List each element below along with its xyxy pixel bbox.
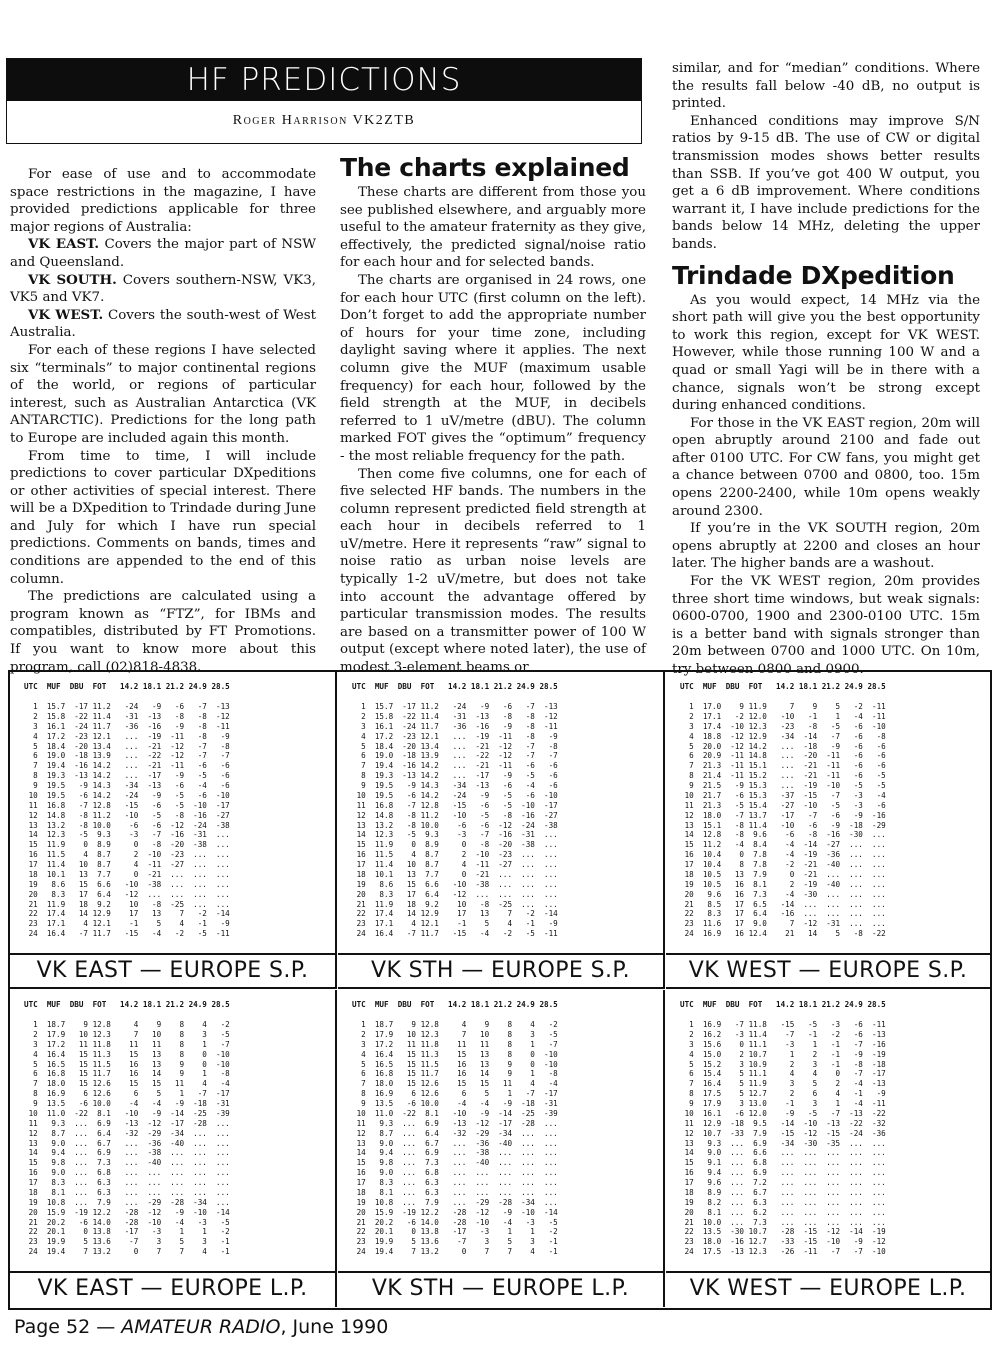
table-row: 8 16.9 6 12.6 6 5 1 -7 -17	[24, 1089, 230, 1099]
table-row: 15 9.1 ... 6.8 ... ... ... ... ...	[680, 1158, 886, 1168]
table-header: UTC MUF DBU FOT 14.2 18.1 21.2 24.9 28.5	[352, 682, 558, 691]
table-row: 15 9.8 ... 7.3 ... -40 ... ... ...	[24, 1158, 230, 1168]
table-row: 6 16.8 15 11.7 16 14 9 1 -8	[24, 1069, 230, 1079]
charts-explained-column	[340, 152, 646, 677]
region-south	[10, 272, 316, 307]
table-row: 22 17.4 14 12.9 17 13 7 -2 -14	[352, 909, 558, 919]
trindade-paragraph-1: As you would expect, 14 MHz via the short path will give you the best opportunity to work this region, except for VK WEST. However, while those running 100 W and a quad or small Yagi will be in there with a chance, signals won’t be strong except during enhanced conditions.	[672, 292, 980, 414]
table-row: 14 12.3 -5 9.3 -3 -7 -16 -31 ...	[24, 830, 230, 840]
page-footer	[14, 1316, 388, 1338]
table-row: 6 20.9 -11 14.8 ... -20 -11 -6 -6	[680, 751, 886, 761]
table-row: 21 11.9 18 9.2 10 -8 -25 ... ...	[352, 899, 558, 909]
table-row: 2 15.8 -22 11.4 -31 -13 -8 -8 -12	[24, 711, 230, 721]
table-body	[666, 990, 990, 1273]
table-row: 15 11.9 0 8.9 0 -8 -20 -38 ...	[352, 840, 558, 850]
table-body	[338, 672, 663, 955]
table-row: 19 10.5 16 8.1 2 -19 -40 ... ...	[680, 879, 886, 889]
table-row: 17 8.3 ... 6.3 ... ... ... ... ...	[352, 1178, 558, 1187]
header-banner	[6, 58, 642, 144]
table-row: 12 8.7 ... 6.4 -32 -29 -34 ... ...	[352, 1128, 558, 1138]
table-label: VK EAST — EUROPE S.P.	[36, 957, 309, 983]
table-row: 20 8.3 17 6.4 -12 ... ... ... ...	[24, 889, 230, 899]
table-row: 7 18.0 15 12.6 15 15 11 4 -4	[352, 1079, 558, 1089]
section-title: HF PREDICTIONS	[7, 59, 641, 101]
table-row: 8 17.5 5 12.7 2 6 4 -1 -9	[680, 1089, 886, 1099]
table-label: VK STH — EUROPE S.P.	[371, 957, 630, 983]
table-row: 22 17.4 14 12.9 17 13 7 -2 -14	[24, 909, 230, 919]
table-row: 5 16.5 15 11.5 16 13 9 0 -10	[24, 1059, 230, 1069]
table-row: 1 16.9 -7 11.8 -15 -5 -3 -6 -11	[680, 1020, 886, 1029]
table-row: 13 9.0 ... 6.7 ... -36 -40 ... ...	[24, 1138, 230, 1148]
table-row: 3 17.2 11 11.8 11 11 8 1 -7	[24, 1039, 230, 1049]
table-row: 8 21.4 -11 15.2 ... -21 -11 -6 -5	[680, 771, 886, 781]
table-row: 21 8.5 17 6.5 -14 ... ... ... ...	[680, 899, 886, 909]
region-west-label: VK WEST.	[28, 306, 104, 323]
table-row: 4 16.4 15 11.3 15 13 8 0 -10	[352, 1049, 558, 1059]
table-row: 10 16.1 -6 12.0 -9 -5 -7 -13 -22	[680, 1108, 886, 1118]
table-row: 7 16.4 5 11.9 3 5 2 -4 -13	[680, 1079, 886, 1089]
table-row: 16 9.0 ... 6.8 ... ... ... ... ...	[352, 1168, 558, 1178]
table-row: 7 19.4 -16 14.2 ... -21 -11 -6 -6	[24, 761, 230, 771]
table-row: 19 10.8 ... 7.9 ... -29 -28 -34 ...	[24, 1197, 230, 1207]
table-row: 13 13.2 -8 10.0 -6 -6 -12 -24 -38	[24, 820, 230, 830]
table-row: 6 19.0 -18 13.9 ... -22 -12 -7 -7	[24, 751, 230, 761]
table-row: 21 20.2 -6 14.0 -28 -10 -4 -3 -5	[24, 1217, 230, 1227]
charts-paragraph-1: These charts are different from those you see published elsewhere, and arguably more useful to the amateur fraternity as they give, effectively, the predicted signal/noise ratio for each hour and for selected bands.	[340, 185, 646, 271]
table-row: 4 18.8 -12 12.9 -34 -14 -7 -6 -8	[680, 731, 886, 741]
table-row: 24 16.4 -7 11.7 -15 -4 -2 -5 -11	[24, 929, 230, 939]
table-row: 11 9.3 ... 6.9 -13 -12 -17 -28 ...	[24, 1118, 230, 1128]
table-row: 11 9.3 ... 6.9 -13 -12 -17 -28 ...	[352, 1118, 558, 1128]
table-body	[10, 990, 335, 1273]
table-row: 18 10.1 13 7.7 0 -21 ... ... ...	[352, 869, 558, 879]
table-row: 1 15.7 -17 11.2 -24 -9 -6 -7 -13	[352, 702, 558, 711]
table-row: 4 16.4 15 11.3 15 13 8 0 -10	[24, 1049, 230, 1059]
table-row: 11 16.8 -7 12.8 -15 -6 -5 -10 -17	[24, 800, 230, 810]
region-south-text: Covers southern-NSW, VK3, VK5 and VK7.	[10, 272, 316, 306]
table-row: 1 18.7 9 12.8 4 9 8 4 -2	[352, 1020, 558, 1029]
table-row: 22 13.5 -30 10.7 -28 -15 -12 -14 -19	[680, 1227, 886, 1237]
table-row: 9 19.5 -9 14.3 -34 -13 -6 -4 -6	[24, 781, 230, 790]
table-body	[666, 672, 990, 955]
table-row: 10 11.0 -22 8.1 -10 -9 -14 -25 -39	[24, 1108, 230, 1118]
table-row: 22 20.1 0 13.8 -17 -3 1 1 -2	[24, 1227, 230, 1237]
table-row: 13 9.0 ... 6.7 ... -36 -40 ... ...	[352, 1138, 558, 1148]
table-row: 10 19.5 -6 14.2 -24 -9 -5 -6 -10	[352, 790, 558, 800]
table-row: 23 19.9 5 13.6 -7 3 5 3 -1	[352, 1237, 558, 1247]
region-east-text: Covers the major part of NSW and Queensland.	[10, 237, 317, 270]
table-row: 3 17.4 -10 12.3 -23 -8 -5 -6 -10	[680, 721, 886, 731]
table-row: 7 21.3 -11 15.1 ... -21 -11 -6 -6	[680, 761, 886, 771]
charts-paragraph-3: Then come five columns, one for each of five selected HF bands. The numbers in the column represent predicted field strength at each hour in decibels referred to 1 uV/metre. Here it represents “raw” signal to noise ratio as urban noise levels are typically 1-2 uV/metre, but does not take into account the advantage offered by particular transmission modes. The results are based on a transmitter power of 100 W output (except where noted later), the use of modest 3-element beams or	[340, 466, 646, 676]
table-vk-east-sp	[10, 672, 337, 989]
trindade-heading: Trindade DXpedition	[672, 260, 955, 290]
table-row: 4 17.2 -23 12.1 ... -19 -11 -8 -9	[24, 731, 230, 741]
table-row: 3 16.1 -24 11.7 -36 -16 -9 -8 -11	[352, 721, 558, 731]
prediction-tables	[8, 670, 992, 1310]
table-row: 23 17.1 4 12.1 -1 5 4 -1 -9	[24, 919, 230, 929]
table-row: 16 10.4 0 7.8 -4 -19 -36 ... ...	[680, 850, 886, 860]
table-row: 5 18.4 -20 13.4 ... -21 -12 -7 -8	[24, 741, 230, 751]
trindade-paragraph-4: For the VK WEST region, 20m provides three short time windows, but weak signals: 0600-0700, 1900 and 2300-0100 UTC. 15m is a better band with signals stronger than 20m between 0700 and 1000 UTC. On 10m, try between 0800 and 0900.	[672, 574, 980, 677]
region-east-label: VK EAST.	[28, 236, 100, 253]
table-rows	[352, 702, 558, 939]
table-row: 12 18.0 -7 13.7 -17 -7 -6 -9 -16	[680, 810, 886, 820]
table-row: 12 10.7 -33 7.9 -15 -12 -15 -24 -36	[680, 1128, 886, 1138]
table-row: 17 10.4 8 7.8 -2 -21 -40 ... ...	[680, 860, 886, 869]
table-row: 16 11.5 4 8.7 2 -10 -23 ... ...	[352, 850, 558, 860]
table-row: 21 20.2 -6 14.0 -28 -10 -4 -3 -5	[352, 1217, 558, 1227]
footer-magazine: AMATEUR RADIO	[121, 1316, 281, 1338]
table-row: 9 19.5 -9 14.3 -34 -13 -6 -4 -6	[352, 781, 558, 790]
table-row: 15 11.9 0 8.9 0 -8 -20 -38 ...	[24, 840, 230, 850]
table-row: 1 15.7 -17 11.2 -24 -9 -6 -7 -13	[24, 702, 230, 711]
table-row: 3 17.2 11 11.8 11 11 8 1 -7	[352, 1039, 558, 1049]
table-row: 11 16.8 -7 12.8 -15 -6 -5 -10 -17	[352, 800, 558, 810]
table-header: UTC MUF DBU FOT 14.2 18.1 21.2 24.9 28.5	[680, 682, 886, 691]
table-row: 13 15.1 -8 11.4 -10 -6 -9 -18 -29	[680, 820, 886, 830]
table-row: 2 15.8 -22 11.4 -31 -13 -8 -8 -12	[352, 711, 558, 721]
table-row: 2 16.2 -3 11.4 -7 -1 -2 -6 -13	[680, 1029, 886, 1039]
table-row: 4 17.2 -23 12.1 ... -19 -11 -8 -9	[352, 731, 558, 741]
table-row: 8 16.9 6 12.6 6 5 1 -7 -17	[352, 1089, 558, 1099]
region-south-label: VK SOUTH.	[28, 271, 117, 288]
table-row: 3 16.1 -24 11.7 -36 -16 -9 -8 -11	[24, 721, 230, 731]
table-row: 20 9.6 16 7.3 -4 -30 ... ... ...	[680, 889, 886, 899]
table-header: UTC MUF DBU FOT 14.2 18.1 21.2 24.9 28.5	[680, 1000, 886, 1009]
table-rows	[24, 702, 230, 939]
table-row: 5 18.4 -20 13.4 ... -21 -12 -7 -8	[352, 741, 558, 751]
table-row: 20 8.3 17 6.4 -12 ... ... ... ...	[352, 889, 558, 899]
footer-date: , June 1990	[280, 1316, 389, 1338]
table-row: 9 21.5 -9 15.3 ... -19 -10 -5 -5	[680, 781, 886, 790]
charts-paragraph-2: The charts are organised in 24 rows, one for each hour UTC (first column on the left). Don’t forget to add the appropriate number of hours for your time zone, including daylight saving where it applies. The next column give the MUF (maximum usable frequency) for each hour, followed by the field strength at the MUF, in decibels referred to 1 uV/metre (dBU). The column marked FOT gives the “optimum” frequency - the most reliable frequency for the path.	[340, 272, 646, 464]
table-header: UTC MUF DBU FOT 14.2 18.1 21.2 24.9 28.5	[24, 1000, 230, 1009]
table-row: 13 9.3 ... 6.9 -34 -30 -35 ... ...	[680, 1138, 886, 1148]
table-row: 20 8.1 ... 6.2 ... ... ... ... ...	[680, 1207, 886, 1217]
table-rows	[680, 702, 886, 939]
table-row: 18 10.5 13 7.9 0 -21 ... ... ...	[680, 869, 886, 879]
trindade-paragraph-3: If you’re in the VK SOUTH region, 20m opens abruptly at 2200 and closes an hour later. The higher bands are a washout.	[672, 521, 980, 572]
table-row: 19 8.6 15 6.6 -10 -38 ... ... ...	[352, 879, 558, 889]
dxpedition-paragraph: From time to time, I will include predictions to cover particular DXpeditions or other activities of special interest. There will be a DXpedition to Trindade during June and July for which I have run special predictions. Comments on bands, times and conditions are appended to the end of this column.	[10, 448, 316, 587]
table-row: 12 14.8 -8 11.2 -10 -5 -8 -16 -27	[24, 810, 230, 820]
table-row: 9 13.5 -6 10.0 -4 -4 -9 -18 -31	[352, 1099, 558, 1108]
table-row: 2 17.9 10 12.3 7 10 8 3 -5	[24, 1029, 230, 1039]
table-row: 1 18.7 9 12.8 4 9 8 4 -2	[24, 1020, 230, 1029]
table-row: 16 11.5 4 8.7 2 -10 -23 ... ...	[24, 850, 230, 860]
trindade-paragraph-2: For those in the VK EAST region, 20m will open abruptly around 2100 and fade out after 0100 UTC. For CW fans, you might get a chance between 0700 and 0800, too. 15m opens 2200-2400, while 10m opens weakly around 2300.	[672, 415, 980, 519]
table-row: 13 13.2 -8 10.0 -6 -6 -12 -24 -38	[352, 820, 558, 830]
table-row: 23 11.6 17 9.0 7 -12 -31 ... ...	[680, 919, 886, 929]
table-rows	[352, 1020, 558, 1257]
charts-explained-heading: The charts explained	[340, 153, 630, 182]
footer-page: Page 52 —	[14, 1316, 122, 1338]
table-header: UTC MUF DBU FOT 14.2 18.1 21.2 24.9 28.5	[24, 682, 230, 691]
table-row: 10 11.0 -22 8.1 -10 -9 -14 -25 -39	[352, 1108, 558, 1118]
table-row: 23 18.0 -16 12.7 -33 -15 -10 -9 -12	[680, 1237, 886, 1247]
table-vk-west-lp	[666, 990, 990, 1307]
table-row: 17 11.4 10 8.7 4 -11 -27 ... ...	[352, 860, 558, 869]
table-row: 5 15.2 3 10.9 2 3 -1 -8 -18	[680, 1059, 886, 1069]
table-row: 14 12.8 -8 9.6 -6 -8 -16 -30 ...	[680, 830, 886, 840]
region-east	[10, 236, 316, 271]
region-west	[10, 307, 316, 342]
table-row: 19 8.2 ... 6.3 ... ... ... ... ...	[680, 1197, 886, 1207]
program-paragraph: The predictions are calculated using a program known as “FTZ”, for IBMs and compatibles, distributed by FT Promotions. If you want to know more about this program, call (02)818-4838.	[10, 589, 316, 675]
table-row: 1 17.0 9 11.9 7 9 5 -2 -11	[680, 702, 886, 711]
table-row: 19 8.6 15 6.6 -10 -38 ... ... ...	[24, 879, 230, 889]
table-rows	[24, 1020, 230, 1257]
table-row: 10 21.7 -6 15.3 -37 -15 -7 -3 -4	[680, 790, 886, 800]
table-row: 14 9.4 ... 6.9 ... -38 ... ... ...	[24, 1148, 230, 1158]
table-label: VK WEST — EUROPE L.P.	[689, 1275, 967, 1301]
intro-paragraph: For ease of use and to accommodate space restrictions in the magazine, I have provided predictions applicable for three major regions of Australia:	[10, 167, 316, 235]
table-row: 20 15.9 -19 12.2 -28 -12 -9 -10 -14	[24, 1207, 230, 1217]
intro-column	[10, 166, 316, 676]
table-row: 23 17.1 4 12.1 -1 5 4 -1 -9	[352, 919, 558, 929]
table-row: 11 21.3 -5 15.4 -27 -10 -5 -3 -6	[680, 800, 886, 810]
table-row: 14 12.3 -5 9.3 -3 -7 -16 -31 ...	[352, 830, 558, 840]
table-row: 18 8.1 ... 6.3 ... ... ... ... ...	[352, 1187, 558, 1197]
table-row: 7 19.4 -16 14.2 ... -21 -11 -6 -6	[352, 761, 558, 771]
table-row: 21 10.0 ... 7.3 ... ... ... ... ...	[680, 1217, 886, 1227]
table-row: 10 19.5 -6 14.2 -24 -9 -5 -6 -10	[24, 790, 230, 800]
table-row: 8 19.3 -13 14.2 ... -17 -9 -5 -6	[24, 771, 230, 781]
table-row: 9 17.9 3 13.0 -1 3 1 -4 -11	[680, 1099, 886, 1108]
table-row: 6 15.4 5 11.1 4 4 0 -7 -17	[680, 1069, 886, 1079]
table-row: 6 16.8 15 11.7 16 14 9 1 -8	[352, 1069, 558, 1079]
table-row: 16 9.0 ... 6.8 ... ... ... ... ...	[24, 1168, 230, 1178]
table-vk-sth-sp	[338, 672, 665, 989]
table-rows	[680, 1020, 886, 1257]
continued-paragraph: similar, and for “median” conditions. Where the results fall below -40 dB, no output is printed.	[672, 61, 980, 112]
table-row: 17 11.4 10 8.7 4 -11 -27 ... ...	[24, 860, 230, 869]
table-row: 2 17.9 10 12.3 7 10 8 3 -5	[352, 1029, 558, 1039]
table-row: 18 10.1 13 7.7 0 -21 ... ... ...	[24, 869, 230, 879]
table-row: 8 19.3 -13 14.2 ... -17 -9 -5 -6	[352, 771, 558, 781]
table-row: 17 9.6 ... 7.2 ... ... ... ... ...	[680, 1178, 886, 1187]
table-row: 9 13.5 -6 10.0 -4 -4 -9 -18 -31	[24, 1099, 230, 1108]
table-row: 2 17.1 -2 12.0 -10 -1 1 -4 -11	[680, 711, 886, 721]
table-row: 23 19.9 5 13.6 -7 3 5 3 -1	[24, 1237, 230, 1247]
table-row: 11 12.9 -18 9.5 -14 -10 -13 -22 -32	[680, 1118, 886, 1128]
table-row: 22 20.1 0 13.8 -17 -3 1 1 -2	[352, 1227, 558, 1237]
table-body	[338, 990, 663, 1273]
table-header: UTC MUF DBU FOT 14.2 18.1 21.2 24.9 28.5	[352, 1000, 558, 1009]
terminals-paragraph: For each of these regions I have selected six “terminals” to major continental regions of the world, or regions of particular interest, such as Australian Antarctica (VK ANTARCTIC). Predictions for the long path to Europe are included again this month.	[10, 342, 316, 446]
table-row: 24 19.4 7 13.2 0 7 7 4 -1	[24, 1247, 230, 1257]
table-label: VK STH — EUROPE L.P.	[371, 1275, 630, 1301]
trindade-column	[672, 60, 980, 679]
table-row: 20 15.9 -19 12.2 -28 -12 -9 -10 -14	[352, 1207, 558, 1217]
table-row: 14 9.4 ... 6.9 ... -38 ... ... ...	[352, 1148, 558, 1158]
table-row: 12 8.7 ... 6.4 -32 -29 -34 ... ...	[24, 1128, 230, 1138]
table-row: 5 16.5 15 11.5 16 13 9 0 -10	[352, 1059, 558, 1069]
table-row: 24 17.5 -13 12.3 -26 -11 -7 -7 -10	[680, 1247, 886, 1257]
table-label: VK EAST — EUROPE L.P.	[37, 1275, 308, 1301]
enhanced-paragraph: Enhanced conditions may improve S/N ratios by 9-15 dB. The use of CW or digital transmission modes shows better results than SSB. If you’ve got 400 W output, you get a 6 dB improvement. Where conditions warrant it, I have include predictions for the bands below 14 MHz, deleting the upper bands.	[672, 113, 980, 252]
table-row: 14 9.0 ... 6.6 ... ... ... ... ...	[680, 1148, 886, 1158]
table-row: 16 9.4 ... 6.9 ... ... ... ... ...	[680, 1168, 886, 1178]
table-row: 15 9.8 ... 7.3 ... -40 ... ... ...	[352, 1158, 558, 1168]
author-byline: Roger Harrison VK2ZTB	[232, 113, 416, 128]
table-row: 19 10.8 ... 7.9 ... -29 -28 -34 ...	[352, 1197, 558, 1207]
table-row: 17 8.3 ... 6.3 ... ... ... ... ...	[24, 1178, 230, 1187]
table-row: 18 8.1 ... 6.3 ... ... ... ... ...	[24, 1187, 230, 1197]
table-row: 15 11.2 -4 8.4 -4 -14 -27 ... ...	[680, 840, 886, 850]
table-row: 22 8.3 17 6.4 -16 ... ... ... ...	[680, 909, 886, 919]
table-row: 24 16.4 -7 11.7 -15 -4 -2 -5 -11	[352, 929, 558, 939]
table-body	[10, 672, 335, 955]
table-row: 4 15.0 2 10.7 1 2 -1 -9 -19	[680, 1049, 886, 1059]
table-row: 21 11.9 18 9.2 10 -8 -25 ... ...	[24, 899, 230, 909]
table-vk-east-lp	[10, 990, 337, 1307]
table-vk-sth-lp	[338, 990, 665, 1307]
table-row: 7 18.0 15 12.6 15 15 11 4 -4	[24, 1079, 230, 1089]
table-row: 12 14.8 -8 11.2 -10 -5 -8 -16 -27	[352, 810, 558, 820]
region-west-text: Covers the south-west of West Australia.	[10, 307, 316, 341]
table-vk-west-sp	[666, 672, 990, 989]
table-row: 3 15.6 0 11.1 -3 1 -1 -7 -16	[680, 1039, 886, 1049]
table-row: 18 8.9 ... 6.7 ... ... ... ... ...	[680, 1187, 886, 1197]
table-row: 24 19.4 7 13.2 0 7 7 4 -1	[352, 1247, 558, 1257]
table-row: 24 16.9 16 12.4 21 14 5 -8 -22	[680, 929, 886, 939]
table-row: 6 19.0 -18 13.9 ... -22 -12 -7 -7	[352, 751, 558, 761]
table-row: 5 20.0 -12 14.2 ... -18 -9 -6 -6	[680, 741, 886, 751]
table-label: VK WEST — EUROPE S.P.	[688, 957, 968, 983]
